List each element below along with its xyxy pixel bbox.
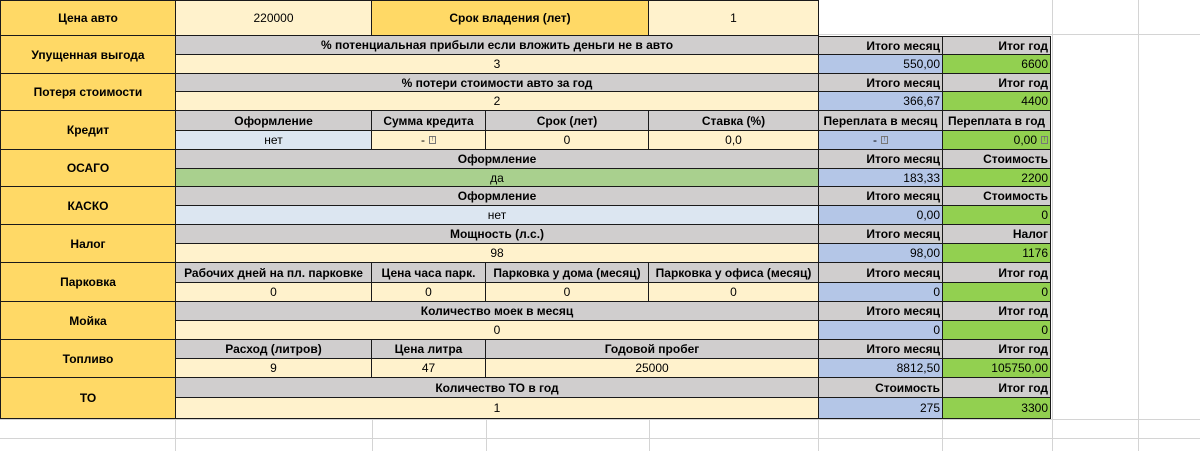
tax-month-label[interactable]: Итого месяц	[819, 225, 943, 244]
fuel-header-mileage[interactable]: Годовой пробег	[486, 340, 819, 359]
parking-office-value[interactable]: 0	[649, 283, 819, 302]
fuel-mileage-value[interactable]: 25000	[486, 359, 819, 378]
gridline	[649, 419, 650, 451]
osago-month-label[interactable]: Итого месяц	[819, 150, 943, 169]
osago-month-value[interactable]: 183,33	[819, 169, 943, 187]
wash-value[interactable]: 0	[176, 321, 819, 340]
osago-year-label[interactable]: Стоимость	[943, 150, 1051, 169]
lost-profit-value[interactable]: 3	[176, 55, 819, 74]
maintenance-month-value[interactable]: 275	[819, 398, 943, 419]
warning-icon[interactable]: !	[1041, 136, 1048, 144]
maintenance-month-label[interactable]: Стоимость	[819, 378, 943, 398]
gridline	[372, 419, 373, 451]
tax-month-value[interactable]: 98,00	[819, 244, 943, 263]
credit-month-label[interactable]: Переплата в месяц	[819, 111, 943, 131]
row-label-fuel[interactable]: Топливо	[0, 340, 176, 378]
row-label-depreciation[interactable]: Потеря стоимости	[0, 74, 176, 111]
parking-header-workdays[interactable]: Рабочих дней на пл. парковке	[176, 263, 372, 283]
maintenance-value[interactable]: 1	[176, 398, 819, 419]
gridline	[0, 438, 1200, 439]
parking-workdays-value[interactable]: 0	[176, 283, 372, 302]
credit-term-value[interactable]: 0	[486, 131, 649, 150]
row-label-car-price[interactable]: Цена авто	[0, 0, 176, 36]
fuel-consumption-value[interactable]: 9	[176, 359, 372, 378]
fuel-liter-price-value[interactable]: 47	[372, 359, 486, 378]
osago-value[interactable]: да	[176, 169, 819, 187]
maintenance-year-label[interactable]: Итог год	[943, 378, 1051, 398]
gridline	[1052, 0, 1053, 451]
kasko-year-value[interactable]: 0	[943, 206, 1051, 225]
lost-profit-year-value[interactable]: 6600	[943, 55, 1051, 74]
gridline	[0, 419, 1200, 420]
depreciation-year-value[interactable]: 4400	[943, 92, 1051, 111]
tax-year-value[interactable]: 1176	[943, 244, 1051, 263]
row-label-tax[interactable]: Налог	[0, 225, 176, 263]
gridline	[486, 419, 487, 451]
kasko-value[interactable]: нет	[176, 206, 819, 225]
fuel-header-liter-price[interactable]: Цена литра	[372, 340, 486, 359]
parking-year-value[interactable]: 0	[943, 283, 1051, 302]
lost-profit-month-label[interactable]: Итого месяц	[819, 36, 943, 55]
wash-month-label[interactable]: Итого месяц	[819, 302, 943, 321]
depreciation-month-value[interactable]: 366,67	[819, 92, 943, 111]
credit-header-rate[interactable]: Ставка (%)	[649, 111, 819, 131]
parking-hour-price-value[interactable]: 0	[372, 283, 486, 302]
gridline	[942, 419, 943, 451]
row-label-parking[interactable]: Парковка	[0, 263, 176, 302]
credit-year-cell[interactable]	[943, 131, 1051, 150]
kasko-month-label[interactable]: Итого месяц	[819, 187, 943, 206]
credit-header-term[interactable]: Срок (лет)	[486, 111, 649, 131]
credit-header-setup[interactable]: Оформление	[176, 111, 372, 131]
kasko-month-value[interactable]: 0,00	[819, 206, 943, 225]
row-label-lost-profit[interactable]: Упущенная выгода	[0, 36, 176, 74]
osago-header[interactable]: Оформление	[176, 150, 819, 169]
credit-rate-value[interactable]: 0,0	[649, 131, 819, 150]
parking-month-label[interactable]: Итого месяц	[819, 263, 943, 283]
wash-year-value[interactable]: 0	[943, 321, 1051, 340]
wash-month-value[interactable]: 0	[819, 321, 943, 340]
row-label-wash[interactable]: Мойка	[0, 302, 176, 340]
osago-year-value[interactable]: 2200	[943, 169, 1051, 187]
wash-header[interactable]: Количество моек в месяц	[176, 302, 819, 321]
row-label-kasko[interactable]: КАСКО	[0, 187, 176, 225]
fuel-header-consumption[interactable]: Расход (литров)	[176, 340, 372, 359]
parking-home-value[interactable]: 0	[486, 283, 649, 302]
depreciation-value[interactable]: 2	[176, 92, 819, 111]
warning-icon[interactable]: !	[429, 136, 436, 144]
gridline	[175, 419, 176, 451]
gridline	[818, 419, 819, 451]
row-label-maintenance[interactable]: ТО	[0, 378, 176, 419]
credit-amount-cell[interactable]	[372, 131, 486, 150]
tax-value[interactable]: 98	[176, 244, 819, 263]
ownership-label[interactable]: Срок владения (лет)	[372, 0, 649, 36]
credit-month-cell[interactable]	[819, 131, 943, 150]
fuel-month-label[interactable]: Итого месяц	[819, 340, 943, 359]
lost-profit-header[interactable]: % потенциальная прибыли если вложить деньги не в авто	[176, 36, 819, 55]
car-price-value[interactable]: 220000	[176, 0, 372, 36]
parking-year-label[interactable]: Итог год	[943, 263, 1051, 283]
lost-profit-year-label[interactable]: Итог год	[943, 36, 1051, 55]
maintenance-header[interactable]: Количество ТО в год	[176, 378, 819, 398]
warning-icon[interactable]: !	[881, 136, 888, 144]
wash-year-label[interactable]: Итог год	[943, 302, 1051, 321]
credit-header-amount[interactable]: Сумма кредита	[372, 111, 486, 131]
row-label-credit[interactable]: Кредит	[0, 111, 176, 150]
tax-year-label[interactable]: Налог	[943, 225, 1051, 244]
maintenance-year-value[interactable]: 3300	[943, 398, 1051, 419]
tax-header[interactable]: Мощность (л.с.)	[176, 225, 819, 244]
gridline	[1138, 0, 1139, 451]
fuel-year-label[interactable]: Итог год	[943, 340, 1051, 359]
credit-year-value: 0,00	[1013, 133, 1037, 147]
parking-header-hour-price[interactable]: Цена часа парк.	[372, 263, 486, 283]
lost-profit-month-value[interactable]: 550,00	[819, 55, 943, 74]
kasko-header[interactable]: Оформление	[176, 187, 819, 206]
fuel-year-value[interactable]: 105750,00	[943, 359, 1051, 378]
credit-month-value: -	[873, 133, 877, 147]
credit-year-label[interactable]: Переплата в год	[943, 111, 1051, 131]
credit-amount-value: -	[421, 133, 425, 147]
ownership-years-value[interactable]: 1	[649, 0, 819, 36]
depreciation-header[interactable]: % потери стоимости авто за год	[176, 74, 819, 92]
parking-header-home[interactable]: Парковка у дома (месяц)	[486, 263, 649, 283]
depreciation-month-label[interactable]: Итого месяц	[819, 74, 943, 92]
depreciation-year-label[interactable]: Итог год	[943, 74, 1051, 92]
row-label-osago[interactable]: ОСАГО	[0, 150, 176, 187]
parking-header-office[interactable]: Парковка у офиса (месяц)	[649, 263, 819, 283]
kasko-year-label[interactable]: Стоимость	[943, 187, 1051, 206]
parking-month-value[interactable]: 0	[819, 283, 943, 302]
fuel-month-value[interactable]: 8812,50	[819, 359, 943, 378]
credit-setup-value[interactable]: нет	[176, 131, 372, 150]
